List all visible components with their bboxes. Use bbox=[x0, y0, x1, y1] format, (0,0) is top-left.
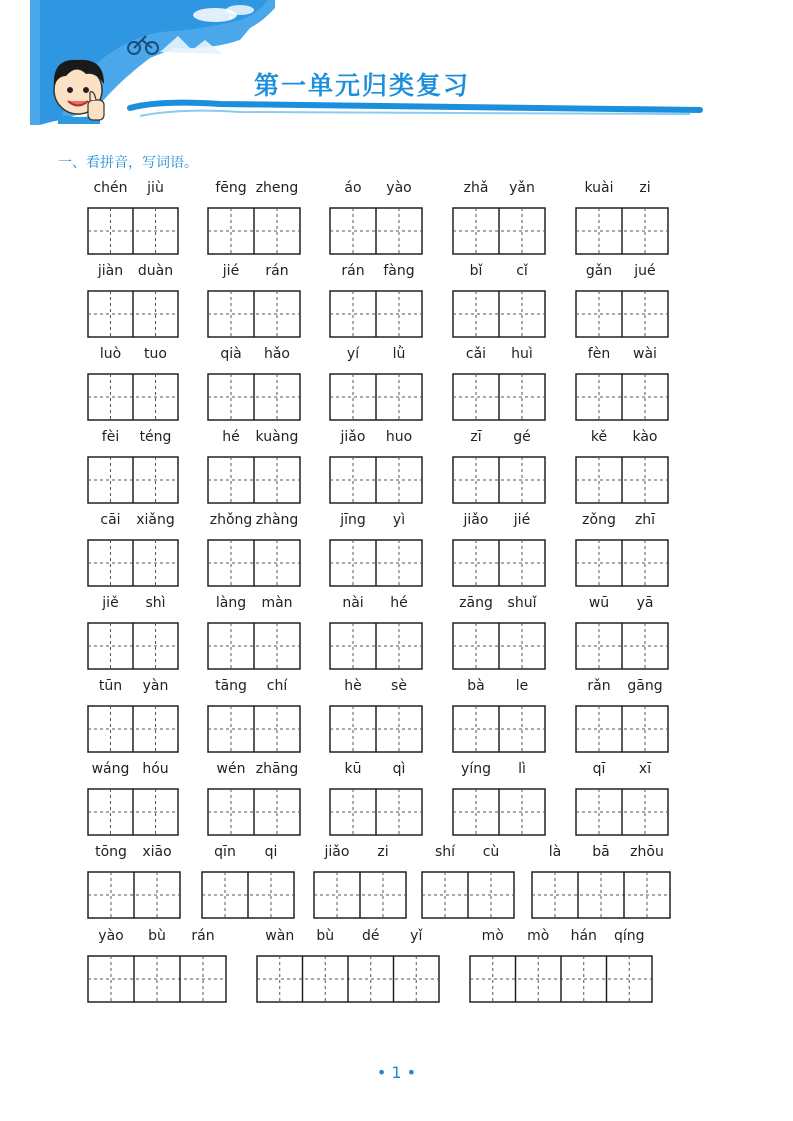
character-writing-box[interactable] bbox=[575, 622, 669, 670]
character-writing-box[interactable] bbox=[87, 955, 227, 1003]
pinyin-syllable: là bbox=[548, 844, 562, 860]
character-writing-box[interactable] bbox=[87, 622, 179, 670]
character-writing-box[interactable] bbox=[575, 456, 669, 504]
pinyin-syllable: gǎn bbox=[585, 263, 613, 279]
character-writing-box[interactable] bbox=[452, 373, 546, 421]
pinyin-syllable: hé bbox=[390, 595, 408, 611]
pinyin-syllable: mò bbox=[481, 928, 504, 944]
pinyin-syllable: bù bbox=[148, 928, 166, 944]
character-writing-box[interactable] bbox=[329, 456, 423, 504]
pinyin-syllable: fèi bbox=[101, 429, 120, 445]
pinyin-syllable: zāng bbox=[459, 595, 493, 611]
pinyin-syllable: zi bbox=[377, 844, 389, 860]
pinyin-syllable: yào bbox=[98, 928, 124, 944]
pinyin-syllable: hè bbox=[344, 678, 362, 694]
pinyin-syllable: xiāo bbox=[142, 844, 172, 860]
pinyin-syllable: fèn bbox=[587, 346, 611, 362]
pinyin-syllable: qíng bbox=[613, 928, 645, 944]
pinyin-syllable: zhī bbox=[634, 512, 656, 528]
pinyin-syllable: zǒng bbox=[582, 512, 616, 528]
pinyin-syllable: gé bbox=[513, 429, 531, 445]
pinyin-syllable: hé bbox=[222, 429, 240, 445]
pinyin-syllable: jiù bbox=[147, 180, 164, 196]
character-writing-box[interactable] bbox=[329, 539, 423, 587]
pinyin-syllable: lǜ bbox=[392, 346, 406, 362]
character-writing-box[interactable] bbox=[87, 207, 179, 255]
page-number: • 1 • bbox=[376, 1063, 417, 1082]
character-writing-box[interactable] bbox=[452, 788, 546, 836]
pinyin-syllable: cù bbox=[482, 844, 500, 860]
pinyin-syllable: zheng bbox=[255, 180, 299, 196]
pinyin-syllable: zi bbox=[639, 180, 651, 196]
character-writing-box[interactable] bbox=[452, 207, 546, 255]
pinyin-syllable: gāng bbox=[627, 678, 663, 694]
character-writing-box[interactable] bbox=[87, 373, 179, 421]
pinyin-syllable: lì bbox=[518, 761, 526, 777]
pinyin-syllable: kuài bbox=[584, 180, 614, 196]
pinyin-syllable: hóu bbox=[142, 761, 169, 777]
pinyin-syllable: zhāng bbox=[255, 761, 299, 777]
pinyin-syllable: yàn bbox=[142, 678, 169, 694]
character-writing-box[interactable] bbox=[87, 456, 179, 504]
pinyin-syllable: shuǐ bbox=[507, 595, 537, 611]
pinyin-syllable: kào bbox=[632, 429, 658, 445]
character-writing-box[interactable] bbox=[469, 955, 653, 1003]
character-writing-box[interactable] bbox=[575, 207, 669, 255]
character-writing-box[interactable] bbox=[452, 539, 546, 587]
pinyin-syllable: wáng bbox=[91, 761, 130, 777]
pinyin-syllable: chí bbox=[266, 678, 288, 694]
pinyin-syllable: jié bbox=[513, 512, 531, 528]
pinyin-syllable: zhǒng bbox=[209, 512, 253, 528]
pinyin-syllable: dé bbox=[362, 928, 380, 944]
character-writing-box[interactable] bbox=[207, 539, 301, 587]
pinyin-syllable: duàn bbox=[137, 263, 174, 279]
character-writing-box[interactable] bbox=[329, 290, 423, 338]
svg-text:*: * bbox=[228, 14, 233, 25]
character-writing-box[interactable] bbox=[207, 705, 301, 753]
pinyin-syllable: yào bbox=[386, 180, 412, 196]
character-writing-box[interactable] bbox=[452, 290, 546, 338]
character-writing-box[interactable] bbox=[256, 955, 440, 1003]
pinyin-syllable: bà bbox=[467, 678, 485, 694]
pinyin-syllable: rán bbox=[265, 263, 289, 279]
character-writing-box[interactable] bbox=[207, 373, 301, 421]
pinyin-syllable: qi bbox=[264, 844, 278, 860]
character-writing-box[interactable] bbox=[329, 788, 423, 836]
pinyin-syllable: rán bbox=[191, 928, 215, 944]
character-writing-box[interactable] bbox=[207, 290, 301, 338]
pinyin-syllable: tuo bbox=[144, 346, 167, 362]
pinyin-syllable: shí bbox=[434, 844, 456, 860]
character-writing-box[interactable] bbox=[575, 539, 669, 587]
pinyin-syllable: yā bbox=[636, 595, 654, 611]
pinyin-syllable: yíng bbox=[461, 761, 491, 777]
pinyin-syllable: jié bbox=[222, 263, 240, 279]
character-writing-box[interactable] bbox=[201, 871, 295, 919]
pinyin-syllable: yǎn bbox=[509, 180, 535, 196]
pinyin-syllable: téng bbox=[139, 429, 172, 445]
pinyin-syllable: qì bbox=[392, 761, 406, 777]
character-writing-box[interactable] bbox=[87, 539, 179, 587]
pinyin-syllable: jiǎo bbox=[340, 429, 366, 445]
pinyin-syllable: rán bbox=[341, 263, 365, 279]
pinyin-syllable: áo bbox=[344, 180, 362, 196]
pinyin-syllable: chén bbox=[93, 180, 128, 196]
character-writing-box[interactable] bbox=[531, 871, 671, 919]
pinyin-syllable: sè bbox=[391, 678, 407, 694]
pinyin-syllable: rǎn bbox=[587, 678, 611, 694]
character-writing-box[interactable] bbox=[313, 871, 407, 919]
pinyin-syllable: bā bbox=[592, 844, 610, 860]
pinyin-syllable: jiàn bbox=[97, 263, 124, 279]
pinyin-syllable: tōng bbox=[95, 844, 127, 860]
character-writing-box[interactable] bbox=[329, 207, 423, 255]
pinyin-syllable: qīn bbox=[214, 844, 236, 860]
pinyin-syllable: fēng bbox=[215, 180, 247, 196]
pinyin-syllable: zhàng bbox=[255, 512, 299, 528]
pinyin-syllable: cāi bbox=[100, 512, 121, 528]
pinyin-syllable: wài bbox=[633, 346, 657, 362]
pinyin-syllable: kě bbox=[590, 429, 608, 445]
character-writing-box[interactable] bbox=[87, 788, 179, 836]
pinyin-syllable: màn bbox=[261, 595, 293, 611]
pinyin-syllable: tāng bbox=[215, 678, 247, 694]
pinyin-syllable: luò bbox=[99, 346, 122, 362]
pinyin-syllable: hán bbox=[570, 928, 597, 944]
pinyin-syllable: wàn bbox=[265, 928, 295, 944]
character-writing-box[interactable] bbox=[207, 207, 301, 255]
pinyin-syllable: mò bbox=[527, 928, 550, 944]
pinyin-syllable: le bbox=[515, 678, 529, 694]
pinyin-syllable: bù bbox=[316, 928, 335, 944]
pinyin-syllable: nài bbox=[342, 595, 364, 611]
character-writing-box[interactable] bbox=[207, 788, 301, 836]
instruction-text: 看拼音，写词语。 bbox=[86, 155, 198, 171]
pinyin-syllable: xī bbox=[638, 761, 652, 777]
character-writing-box[interactable] bbox=[575, 290, 669, 338]
page-title: 第一单元归类复习 bbox=[254, 71, 471, 100]
character-writing-box[interactable] bbox=[87, 871, 181, 919]
character-writing-box[interactable] bbox=[87, 290, 179, 338]
pinyin-syllable: huo bbox=[385, 429, 413, 445]
character-writing-box[interactable] bbox=[452, 705, 546, 753]
pinyin-syllable: cǐ bbox=[516, 263, 528, 279]
pinyin-syllable: jiǎo bbox=[463, 512, 489, 528]
pinyin-syllable: wū bbox=[588, 595, 610, 611]
character-writing-box[interactable] bbox=[207, 622, 301, 670]
pinyin-syllable: xiǎng bbox=[136, 512, 175, 528]
character-writing-box[interactable] bbox=[207, 456, 301, 504]
character-writing-box[interactable] bbox=[329, 373, 423, 421]
pinyin-syllable: jīng bbox=[340, 512, 366, 528]
character-writing-box[interactable] bbox=[329, 622, 423, 670]
character-writing-box[interactable] bbox=[421, 871, 515, 919]
pinyin-syllable: zhōu bbox=[630, 844, 664, 860]
pinyin-syllable: yì bbox=[392, 512, 406, 528]
pinyin-syllable: fàng bbox=[383, 263, 415, 279]
character-writing-box[interactable] bbox=[87, 705, 179, 753]
character-writing-box[interactable] bbox=[575, 705, 669, 753]
pinyin-syllable: huì bbox=[511, 346, 533, 362]
character-writing-box[interactable] bbox=[329, 705, 423, 753]
pinyin-syllable: zī bbox=[470, 429, 482, 445]
section-number: 一、 bbox=[58, 155, 86, 171]
pinyin-syllable: kuàng bbox=[255, 429, 299, 445]
pinyin-syllable: yí bbox=[346, 346, 360, 362]
pinyin-syllable: yǐ bbox=[410, 928, 423, 944]
character-writing-box[interactable] bbox=[575, 788, 669, 836]
pinyin-syllable: qià bbox=[220, 346, 242, 362]
pinyin-syllable: kū bbox=[344, 761, 362, 777]
character-writing-box[interactable] bbox=[452, 622, 546, 670]
pinyin-syllable: jué bbox=[634, 263, 656, 279]
pinyin-syllable: zhǎ bbox=[463, 180, 489, 196]
pinyin-syllable: bǐ bbox=[469, 263, 483, 279]
pinyin-syllable: jiǎo bbox=[324, 844, 350, 860]
pinyin-syllable: tūn bbox=[98, 678, 123, 694]
character-writing-box[interactable] bbox=[575, 373, 669, 421]
pinyin-syllable: jiě bbox=[102, 595, 119, 611]
pinyin-syllable: qī bbox=[592, 761, 606, 777]
pinyin-syllable: làng bbox=[215, 595, 247, 611]
pinyin-syllable: hǎo bbox=[263, 346, 291, 362]
pinyin-syllable: shì bbox=[145, 595, 166, 611]
pinyin-syllable: wén bbox=[216, 761, 246, 777]
pinyin-syllable: cǎi bbox=[465, 346, 487, 362]
character-writing-box[interactable] bbox=[452, 456, 546, 504]
